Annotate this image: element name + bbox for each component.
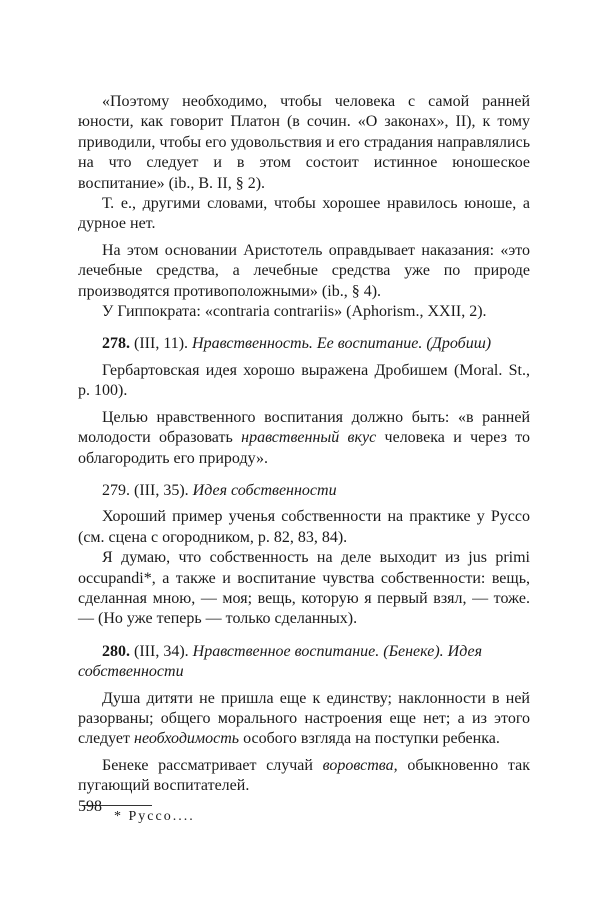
section-280-ref: (III, 34).: [130, 642, 193, 660]
paragraph-aristotle: На этом основании Аристотель оправдывает наказания: «это лечебные средства, а лечебные средства уже по природе производятся противоположными» (ib., § 4).: [78, 241, 530, 300]
paragraph-hippocrates: У Гиппократа: «contraria contrariis» (Aphorism., XXII, 2).: [102, 303, 487, 321]
paragraph-plato-quote: «Поэтому необходимо, чтобы человека с самой ранней юности, как говорит Платон (в сочин. «О законах», II), к тому приводили, чтобы его удовольствия и его страдания направлялись на что следует и в этом состоит истинное юношеское воспитание» (ib., B. II, § 2).: [78, 93, 530, 192]
section-278-paragraph-1: Гербартовская идея хорошо выражена Дробишем (Moral. St., p. 100).: [78, 361, 530, 400]
section-278-p2-start: Целью нравственного воспитания должно быть: «в ранней молодости образовать: [78, 408, 530, 447]
section-279-number: 279.: [102, 481, 130, 499]
section-278-number: 278.: [102, 335, 130, 353]
paragraph-in-other-words: Т. е., другими словами, чтобы хорошее нравилось юноше, а дурное нет.: [78, 195, 530, 233]
section-280-number: 280.: [102, 642, 130, 660]
footnote: * Руссо....: [114, 808, 195, 824]
section-279-paragraph-1: Хороший пример ученья собственности на практике у Руссо (см. сцена с огородником, p. 82, 83, 84).: [78, 508, 530, 546]
section-279-heading: [78, 481, 530, 501]
section-278-ref: (III, 11).: [130, 335, 193, 353]
section-280-p2-end: обыкновенно так пугающий воспитателей.: [78, 756, 530, 795]
section-280-heading: [78, 642, 530, 683]
section-280-title: Нравственное воспитание. (Бенеке). Идея собственности: [78, 642, 483, 681]
section-278-heading: [78, 334, 530, 354]
section-280-paragraph-2: [78, 756, 530, 797]
section-280-p1-end: особого взгляда на поступки ребенка.: [239, 730, 500, 748]
section-280-p2-start: Бенеке рассматривает случай: [102, 756, 323, 774]
section-278-p2-end: человека и через то облагородить его природу».: [78, 429, 531, 467]
section-280-p2-italic: воровства,: [322, 756, 398, 774]
section-280-p1-italic: необходимость: [134, 730, 240, 748]
section-278-p2-italic: нравственный вкус: [241, 429, 377, 447]
page-number: 598: [78, 798, 102, 815]
section-278-paragraph-2: [78, 408, 530, 469]
section-279-title: Идея собственности: [192, 481, 337, 499]
section-278-title: Нравственность. Ее воспитание. (Дробиш): [192, 335, 492, 353]
section-279-paragraph-2: Я думаю, что собственность на деле выходит из jus primi occupandi*, а также и воспитание чувства собственности: вещь, сделанная мною, — моя; вещь, которую я первый взял, — тоже. — (Но уже теперь — только сделанных).: [78, 549, 530, 628]
section-279-ref: (III, 35).: [130, 481, 193, 499]
section-280-paragraph-1: [78, 689, 530, 750]
section-280-p1-start: Душа дитяти не пришла еще к единству; наклонности в ней разорваны; общего морального настроения еще нет; а из этого следует: [78, 689, 530, 748]
page-body: [78, 92, 530, 826]
